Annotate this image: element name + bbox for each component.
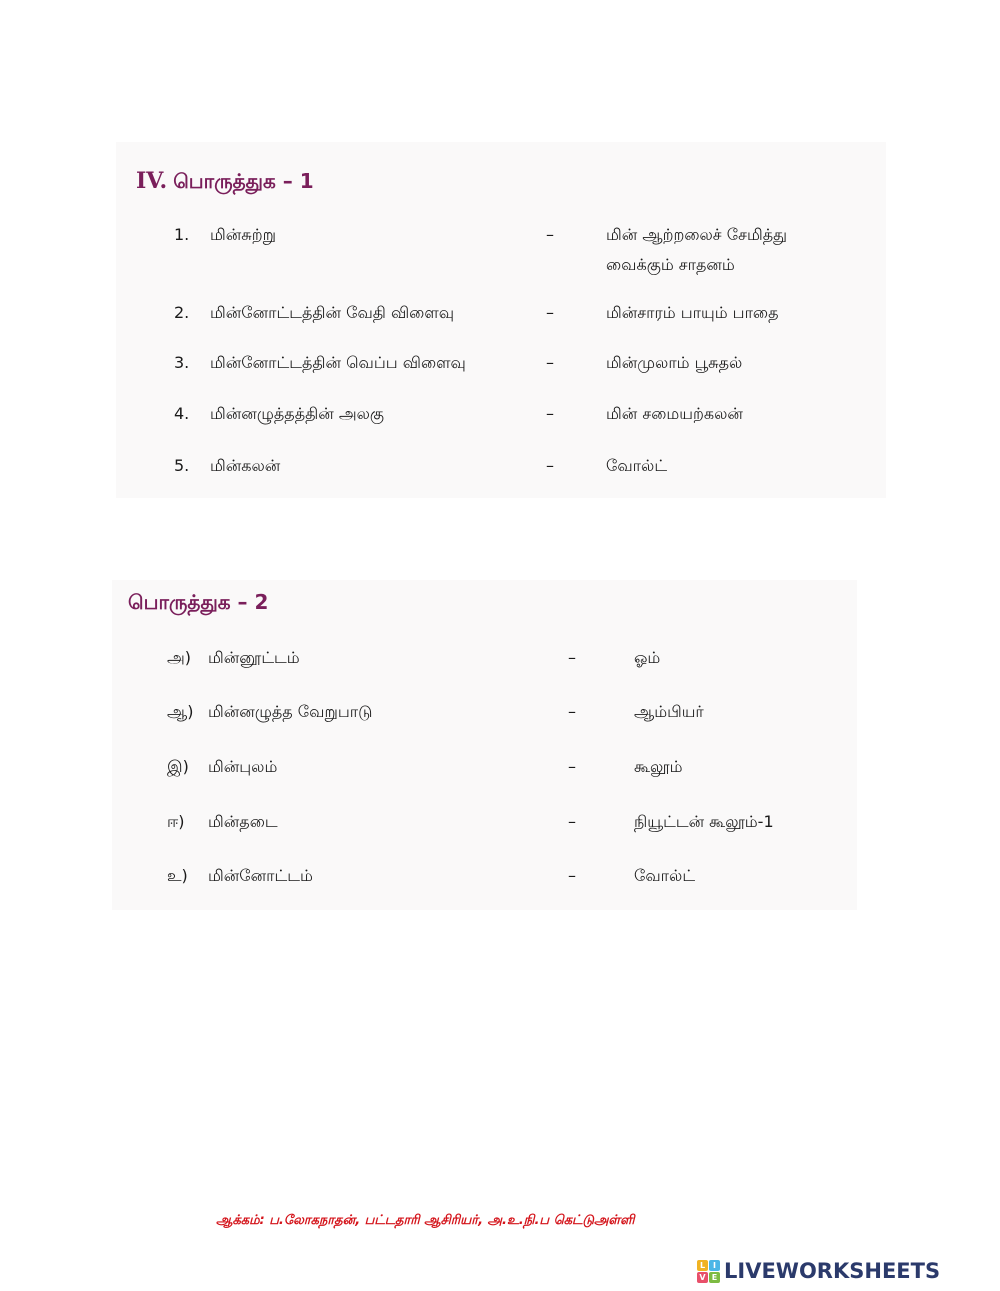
row-term: மின்புலம் xyxy=(208,757,278,776)
row-match-line: மின் ஆற்றலைச் சேமித்து xyxy=(606,225,787,244)
row-dash: – xyxy=(546,353,554,372)
section-1-title xyxy=(136,168,314,196)
row-match xyxy=(606,220,787,280)
row-dash: – xyxy=(568,702,576,721)
logo-letter-e: E xyxy=(709,1272,720,1283)
row-term: மின்கலன் xyxy=(210,456,281,475)
logo-letter-v: V xyxy=(697,1272,708,1283)
row-term: மின்சுற்று xyxy=(210,225,276,244)
row-label: அ) xyxy=(167,648,192,667)
row-term: மின்னூட்டம் xyxy=(208,648,300,667)
row-match: வோல்ட் xyxy=(634,866,696,885)
row-match-line: வைக்கும் சாதனம் xyxy=(606,255,735,274)
row-dash: – xyxy=(568,812,576,831)
row-dash: – xyxy=(546,456,554,475)
row-match: வோல்ட் xyxy=(606,456,668,475)
row-number: 3. xyxy=(174,353,190,372)
logo-grid-icon xyxy=(697,1260,720,1283)
row-dash: – xyxy=(568,648,576,667)
row-term: மின்னழுத்த வேறுபாடு xyxy=(208,702,373,721)
row-match: மின்முலாம் பூசுதல் xyxy=(606,353,743,372)
row-term: மின்தடை xyxy=(208,812,278,831)
row-match: மின்சாரம் பாயும் பாதை xyxy=(606,303,779,322)
row-label: ஈ) xyxy=(167,812,185,831)
row-label: ஆ) xyxy=(167,702,194,721)
row-term: மின்னழுத்தத்தின் அலகு xyxy=(210,404,385,423)
row-number: 1. xyxy=(174,225,190,244)
row-number: 2. xyxy=(174,303,190,322)
row-label: உ) xyxy=(167,866,188,885)
row-term: மின்னோட்டத்தின் வேதி விளைவு xyxy=(210,303,455,322)
row-number: 5. xyxy=(174,456,190,475)
brand-name: LIVEWORKSHEETS xyxy=(724,1259,941,1283)
row-match: மின் சமையற்கலன் xyxy=(606,404,743,423)
logo-letter-i: I xyxy=(709,1260,720,1271)
section-1-roman-numeral: IV. xyxy=(136,168,168,194)
row-match: நியூட்டன் கூலூம்-1 xyxy=(634,812,774,831)
section-2-title: பொருத்துக – 2 xyxy=(128,590,269,614)
row-match: கூலூம் xyxy=(634,757,683,776)
row-label: இ) xyxy=(167,757,189,776)
row-term: மின்னோட்டம் xyxy=(208,866,313,885)
row-dash: – xyxy=(546,404,554,423)
author-credit: ஆக்கம்: ப.லோகநாதன், பட்டதாரி ஆசிரியர், அ.உ.நி.ப கெட்டுஅள்ளி xyxy=(216,1213,635,1228)
row-dash: – xyxy=(546,225,554,244)
row-term: மின்னோட்டத்தின் வெப்ப விளைவு xyxy=(210,353,466,372)
row-dash: – xyxy=(568,866,576,885)
section-1-title-text: பொருத்துக – 1 xyxy=(173,169,314,193)
row-dash: – xyxy=(546,303,554,322)
row-dash: – xyxy=(568,757,576,776)
row-match: ஓம் xyxy=(634,648,661,667)
row-number: 4. xyxy=(174,404,190,423)
row-match: ஆம்பியர் xyxy=(634,702,704,721)
logo-letter-l: L xyxy=(697,1260,708,1271)
liveworksheets-logo[interactable] xyxy=(697,1256,940,1286)
